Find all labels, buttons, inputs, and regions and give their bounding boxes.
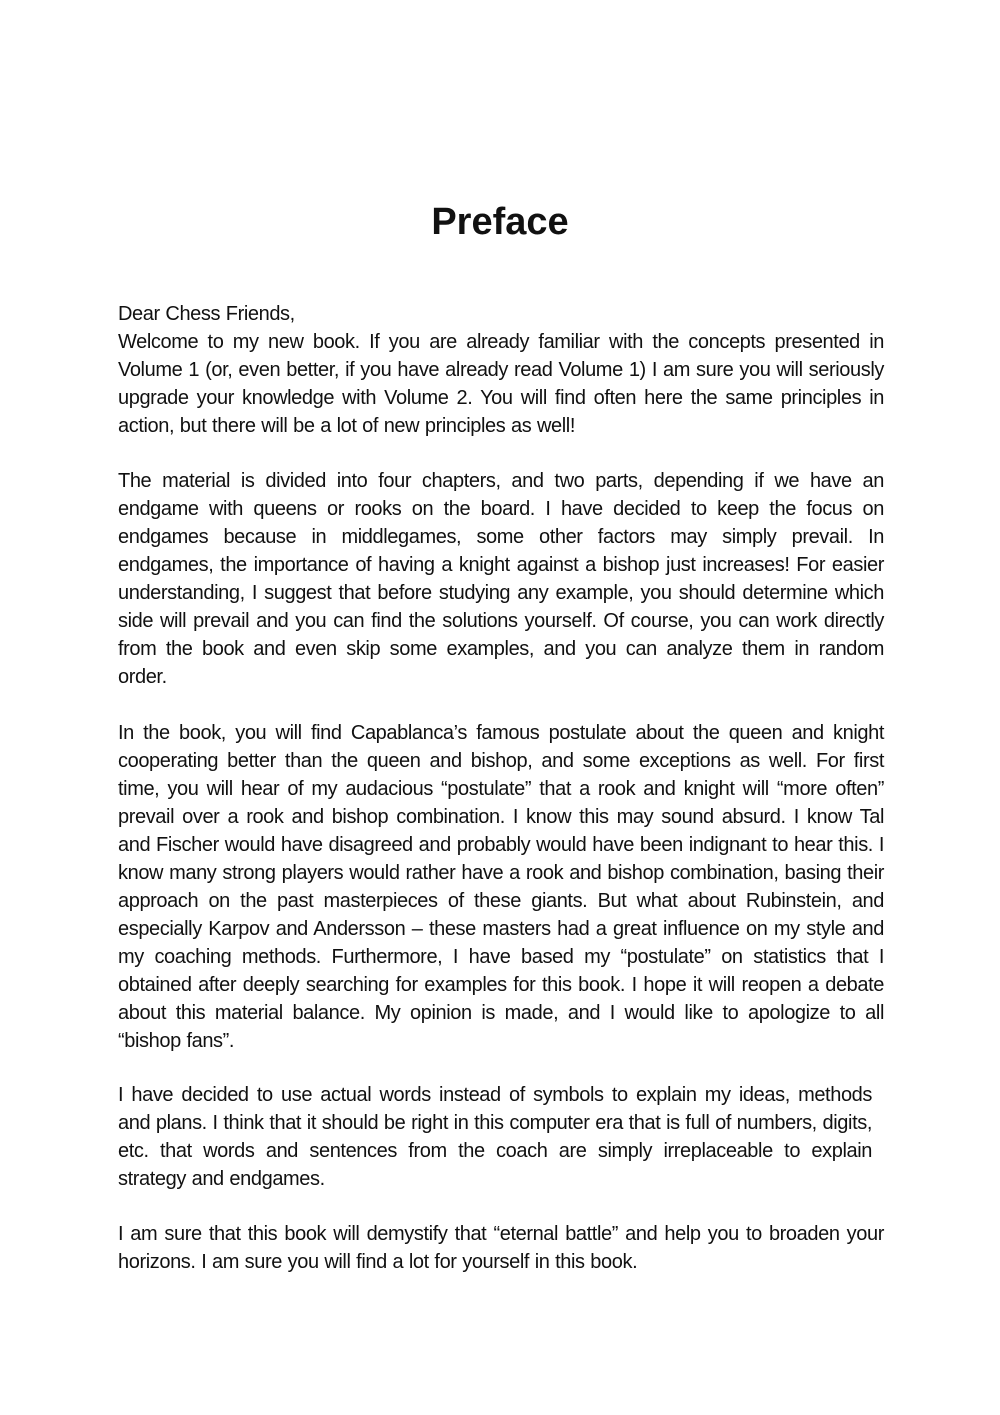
paragraph-material: The material is divided into four chapters, and two parts, depending if we have an endgame with queens or rooks on the board. I have decided to keep the focus on endgames because in middlegames, some other factors may simply prevail. In endgames, the importance of having a knight against a bishop just increases! For easier understanding, I suggest that before studying any example, you should determine which side will prevail and you can find the solutions yourself. Of course, you can work directly from the book and even skip some examples, and you can analyze them in random order.: [118, 470, 884, 688]
salutation: Dear Chess Friends,: [118, 303, 295, 325]
page-title: Preface: [431, 201, 569, 243]
paragraph-method: I have decided to use actual words instead of symbols to explain my ideas, methods and plans. I think that it should be right in this computer era that is full of numbers, digits, etc. that words and sentences from the coach are simply irreplaceable to explain strategy and endgames.: [118, 1084, 872, 1190]
paragraph-postulate: In the book, you will find Capablanca’s famous postulate about the queen and knight cooperating better than the queen and bishop, and some exceptions as well. For first time, you will hear of my audacious “postulate” that a rook and knight will “more often” prevail over a rook and bishop combination. I know this may sound absurd. I know Tal and Fischer would have disagreed and probably would have been indignant to hear this. I know many strong players would rather have a rook and bishop combination, basing their approach on the past masterpieces of these giants. But what about Rubinstein, and especially Karpov and Andersson – these masters had a great influence on my style and my coaching methods. Furthermore, I have based my “postulate” on statistics that I obtained after deeply searching for examples for this book. I hope it will reopen a debate about this material balance. My opinion is made, and I would like to apologize to all “bishop fans”.: [118, 722, 884, 1052]
paragraph-closing: I am sure that this book will demystify that “eternal battle” and help you to broaden your horizons. I am sure you will find a lot for yourself in this book.: [118, 1223, 884, 1273]
paragraph-intro: Welcome to my new book. If you are already familiar with the concepts presented in Volume 1 (or, even better, if you have already read Volume 1) I am sure you will seriously upgrade your knowledge with Volume 2. You will find often here the same principles in action, but there will be a lot of new principles as well!: [118, 331, 884, 437]
